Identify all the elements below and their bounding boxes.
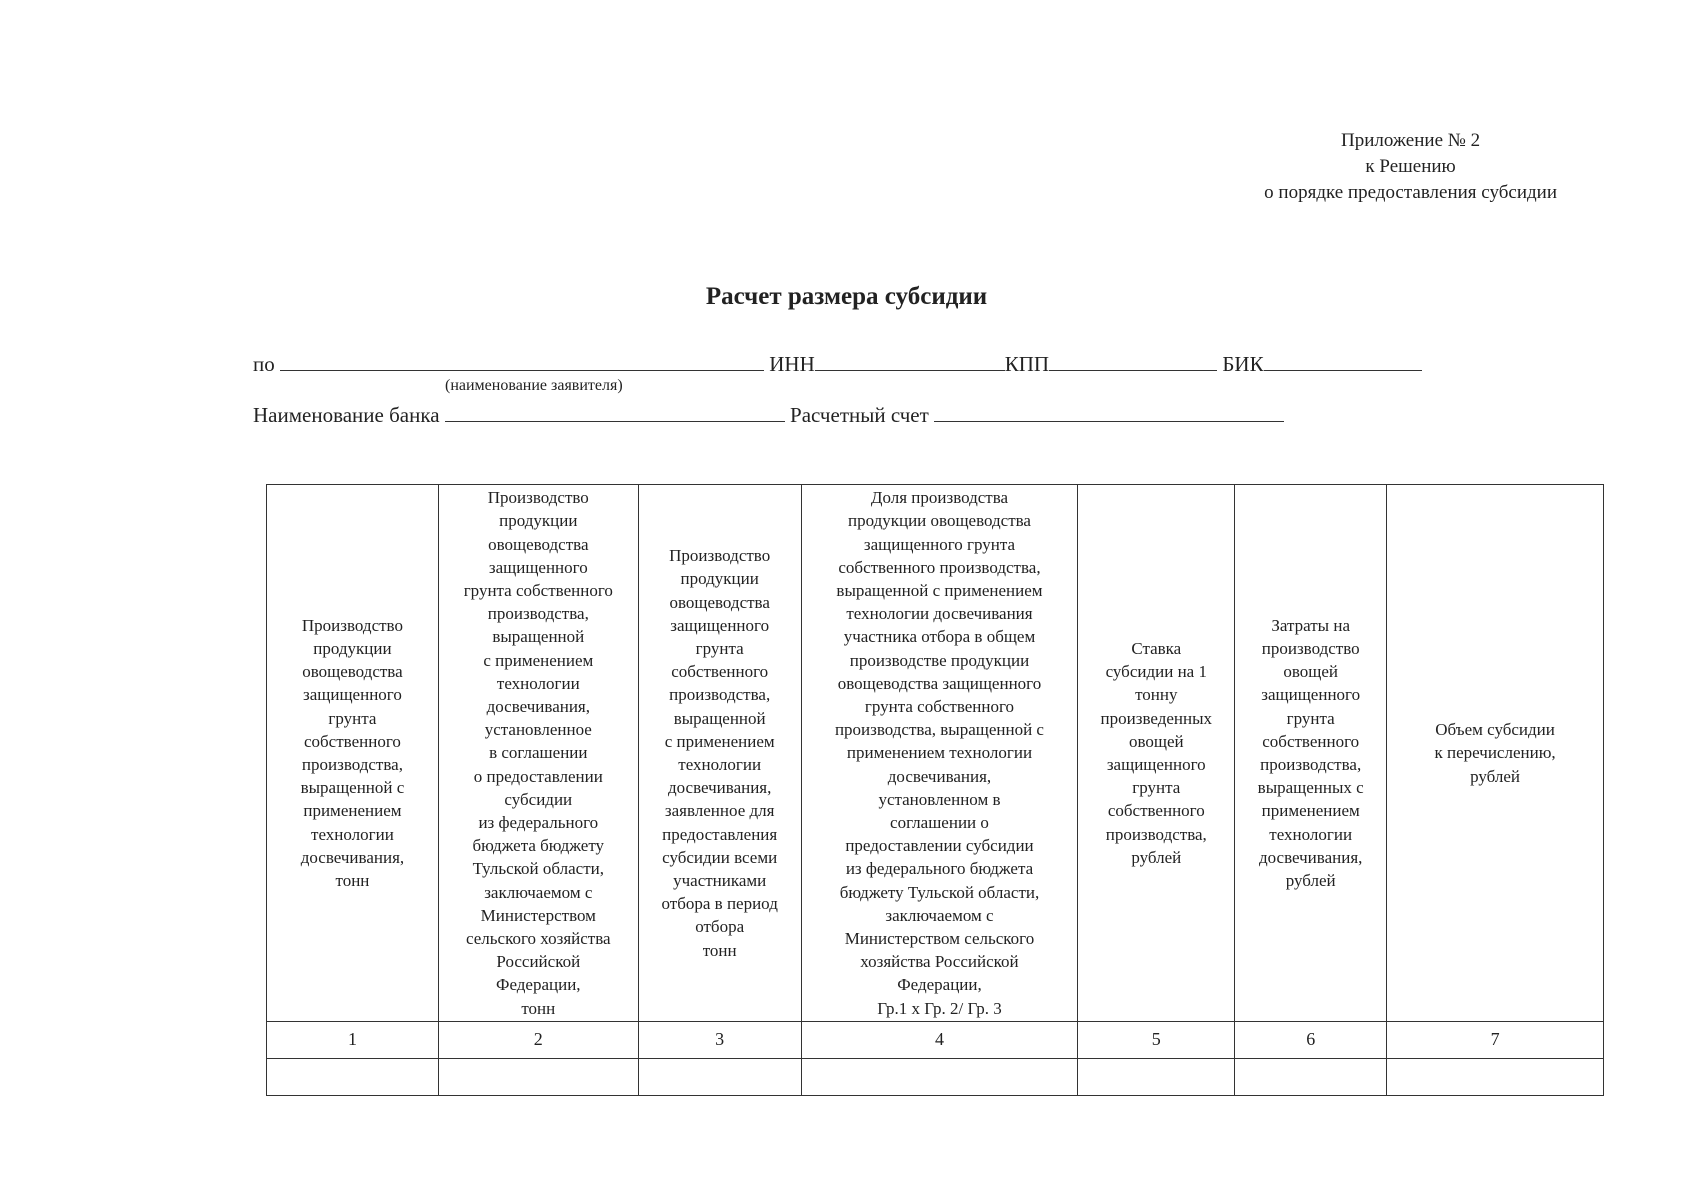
column-header-5: Ставка субсидии на 1 тонну произведенных овощей защищенного грунта собственного производства, рублей	[1078, 485, 1235, 1022]
column-number-1: 1	[267, 1022, 439, 1059]
bank-name-field[interactable]	[445, 401, 785, 422]
column-header-1: Производство продукции овощеводства защищенного грунта собственного производства, выращенной с применением технологии досвечивания, тонн	[267, 485, 439, 1022]
column-header-3: Производство продукции овощеводства защищенного грунта собственного производства, выращенной с применением технологии досвечивания, заявленное для предоставления субсидии всеми участниками отбора в период отбора тонн	[638, 485, 801, 1022]
column-number-7: 7	[1387, 1022, 1604, 1059]
header-row	[267, 485, 1604, 1022]
column-number-4: 4	[801, 1022, 1078, 1059]
inn-field[interactable]	[815, 350, 1005, 371]
po-label: по	[253, 352, 275, 376]
data-cell-3[interactable]	[638, 1059, 801, 1096]
inn-label: ИНН	[769, 352, 815, 376]
column-number-5: 5	[1078, 1022, 1235, 1059]
subsidy-calculation-table	[266, 484, 1604, 1096]
account-label: Расчетный счет	[790, 403, 929, 427]
column-number-2: 2	[438, 1022, 638, 1059]
column-number-3: 3	[638, 1022, 801, 1059]
kpp-field[interactable]	[1049, 350, 1217, 371]
data-cell-5[interactable]	[1078, 1059, 1235, 1096]
data-cell-4[interactable]	[801, 1059, 1078, 1096]
kpp-label: КПП	[1004, 352, 1050, 376]
column-header-6: Затраты на производство овощей защищенного грунта собственного производства, выращенных с применением технологии досвечивания, рублей	[1235, 485, 1387, 1022]
column-number-row	[267, 1022, 1604, 1059]
bank-name-label: Наименование банка	[253, 403, 440, 427]
data-cell-1[interactable]	[267, 1059, 439, 1096]
account-field[interactable]	[934, 401, 1284, 422]
appendix-block	[1264, 128, 1557, 206]
bik-field[interactable]	[1264, 350, 1422, 371]
applicant-line	[253, 350, 1422, 377]
column-header-4: Доля производства продукции овощеводства защищенного грунта собственного производства, выращенной с применением технологии досвечивания участника отбора в общем производстве продукции овощеводства защищенного грунта собственного производства, выращенной с применением технологии досвечивания, установленном в соглашении о предоставлении субсидии из федерального бюджета бюджету Тульской области, заключаемом с Министерством сельского хозяйства Российской Федерации, Гр.1 x Гр. 2/ Гр. 3	[801, 485, 1078, 1022]
column-number-6: 6	[1235, 1022, 1387, 1059]
appendix-decision-subject: о порядке предоставления субсидии	[1264, 182, 1557, 203]
appendix-to-decision: к Решению	[1365, 156, 1456, 177]
applicant-caption: (наименование заявителя)	[445, 377, 623, 394]
page-title: Расчет размера субсидии	[705, 283, 988, 310]
data-cell-7[interactable]	[1387, 1059, 1604, 1096]
bik-label: БИК	[1222, 352, 1264, 376]
column-header-2: Производство продукции овощеводства защищенного грунта собственного производства, выращенной с применением технологии досвечивания, установленное в соглашении о предоставлении субсидии из федерального бюджета бюджету Тульской области, заключаемом с Министерством сельского хозяйства Российской Федерации, тонн	[438, 485, 638, 1022]
data-entry-row	[267, 1059, 1604, 1096]
appendix-number: Приложение № 2	[1341, 130, 1481, 151]
column-header-7: Объем субсидии к перечислению, рублей	[1387, 485, 1604, 1022]
data-cell-2[interactable]	[438, 1059, 638, 1096]
bank-line	[253, 401, 1284, 428]
data-cell-6[interactable]	[1235, 1059, 1387, 1096]
applicant-name-field[interactable]	[280, 350, 764, 371]
